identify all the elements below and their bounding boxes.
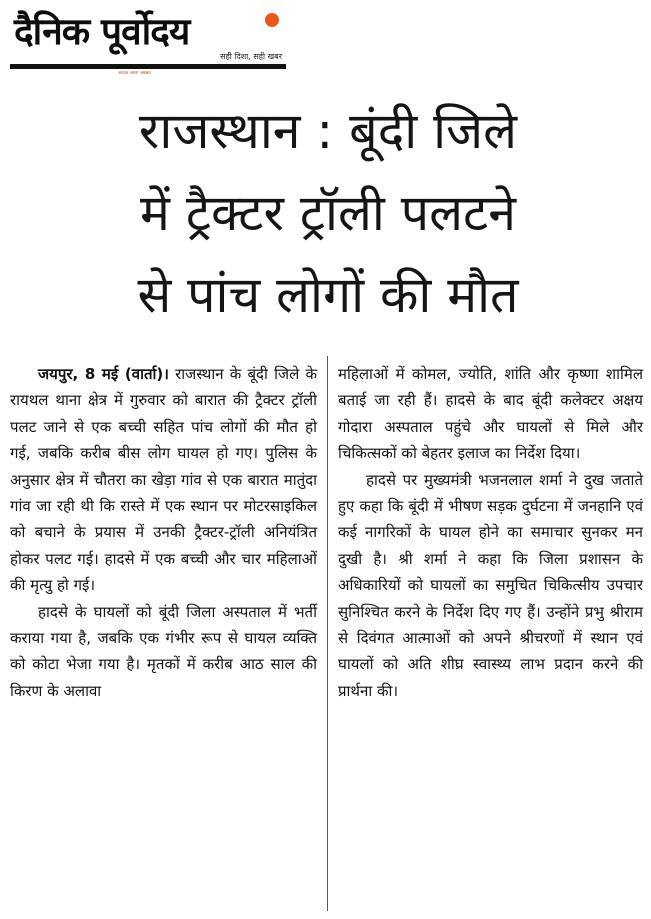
article-column-left: [10, 361, 317, 704]
column-divider: [327, 356, 328, 911]
masthead: [10, 6, 286, 75]
paragraph-text: राजस्थान के बूंदी जिले के रायथल थाना क्षेत्र में गुरुवार को बारात की ट्रैक्टर ट्रॉली पलट जाने से एक बच्ची सहित पांच लोगों की मौत हो गई, जबकि करीब बीस लोग घायल हो गए। पुलिस के अनुसार क्षेत्र में चौतरा का खेड़ा गांव से एक बारात मातुंदा गांव जा रही थी कि रास्ते में एक स्थान पर मोटरसाइकिल को बचाने के प्रयास में उनकी ट्रैक्टर-ट्रॉली अनियंत्रित होकर पलट गई। हादसे में एक बच्ची और चार महिलाओं की मृत्यु हो गई।: [10, 365, 317, 595]
masthead-rule: [10, 64, 286, 69]
article-paragraph: [10, 361, 317, 599]
masthead-small-text: आपका अपना अखबार: [118, 70, 151, 75]
newspaper-logo-title: दैनिक पूर्वोदय: [14, 10, 190, 53]
headline-line-1: राजस्थान : बूंदी जिले: [138, 102, 518, 160]
article-column-right: [338, 361, 643, 704]
logo-dot-icon: [265, 13, 279, 27]
newspaper-tagline: सही दिशा, सही खबर: [220, 52, 282, 61]
article-paragraph: हादसे के घायलों को बूंदी जिला अस्पताल में भर्ती कराया गया है, जबकि एक गंभीर रूप से घायल व्यक्ति को कोटा भेजा गया है। मृतकों में करीब आठ साल की किरण के अलावा: [10, 602, 317, 700]
headline-line-2: में ट्रैक्टर ट्रॉली पलटने: [140, 184, 516, 242]
headline-line-3: से पांच लोगों की मौत: [137, 266, 519, 324]
article-paragraph: महिलाओं में कोमल, ज्योति, शांति और कृष्णा शामिल बताई जा रही हैं। हादसे के बाद बूंदी कलेक्टर अक्षय गोदारा अस्पताल पहुंचे और घायलों से मिले और चिकित्सकों को बेहतर इलाज का निर्देश दिया।: [338, 365, 643, 463]
article-headline: [18, 90, 638, 336]
dateline: जयपुर, 8 मई (वार्ता)।: [38, 365, 169, 383]
article-paragraph: हादसे पर मुख्यमंत्री भजनलाल शर्मा ने दुख जताते हुए कहा कि बूंदी में भीषण सड़क दुर्घटना में जनहानि एवं कई नागरिकों के घायल होने का समाचार सुनकर मन दुखी है। श्री शर्मा ने कहा कि जिला प्रशासन के अधिकारियों को घायलों का समुचित चिकित्सीय उपचार सुनिश्चित करने के निर्देश दिए गए हैं। उन्होंने प्रभु श्रीराम से दिवंगत आत्माओं को अपने श्रीचरणों में स्थान एवं घायलों को अति शीघ्र स्वास्थ्य लाभ प्रदान करने की प्रार्थना की।: [338, 470, 643, 700]
